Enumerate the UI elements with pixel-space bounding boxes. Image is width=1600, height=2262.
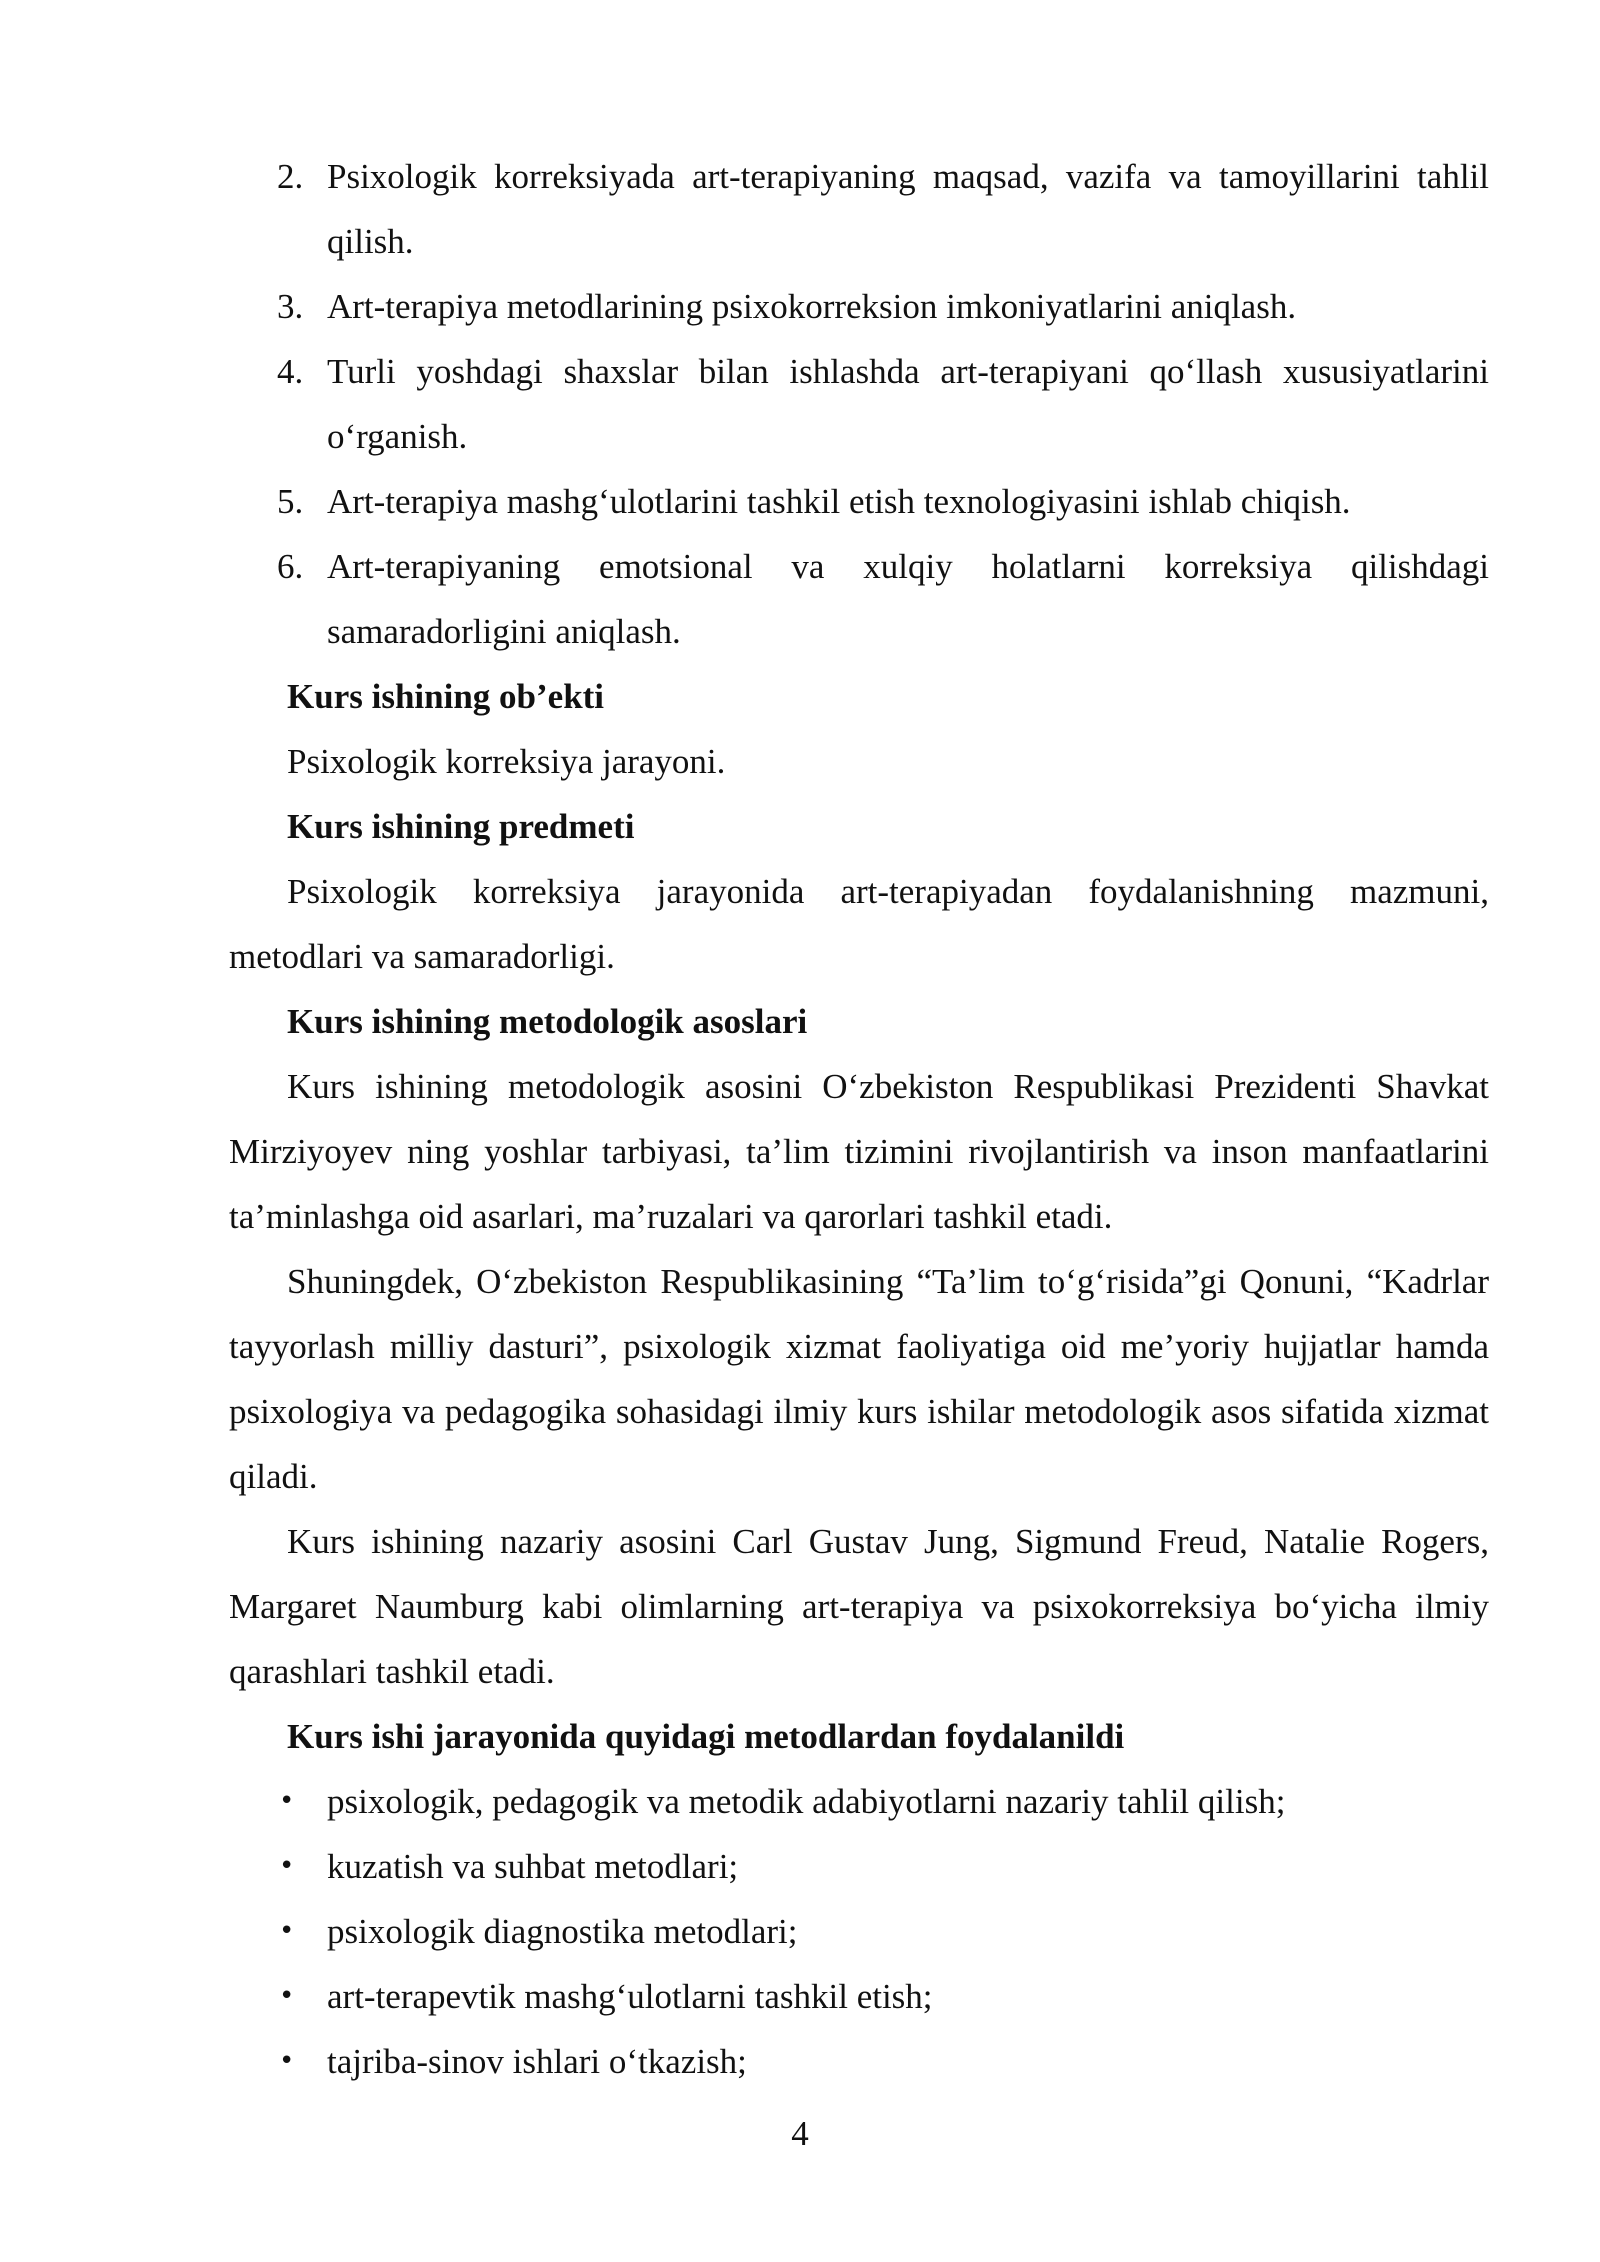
page-content: [229, 144, 1489, 2094]
objective-number: 2.: [277, 157, 304, 196]
object-heading: Kurs ishining ob’ekti: [287, 677, 605, 716]
method-text: tajriba-sinov ishlari o‘tkazish;: [327, 2042, 747, 2081]
method-text: psixologik, pedagogik va metodik adabiyotlarni nazariy tahlil qilish;: [327, 1782, 1286, 1821]
object-text: Psixologik korreksiya jarayoni.: [287, 742, 726, 781]
method-item: [229, 2029, 1489, 2094]
method-text: kuzatish va suhbat metodlari;: [327, 1847, 739, 1886]
method-item: [229, 1964, 1489, 2029]
methodology-heading: Kurs ishining metodologik asoslari: [287, 1002, 808, 1041]
objective-item: [229, 274, 1489, 339]
objective-text: Art-terapiya metodlarining psixokorreksion imkoniyatlarini aniqlash.: [327, 287, 1297, 326]
objective-number: 4.: [277, 352, 304, 391]
objective-item: [229, 469, 1489, 534]
bullet-icon: •: [279, 2046, 295, 2076]
methods-list: [229, 1769, 1489, 2094]
method-item: [229, 1769, 1489, 1834]
methodology-paragraph: Shuningdek, O‘zbekiston Respublikasining “Ta’lim to‘g‘risida”gi Qonuni, “Kadrlar tayyorlash milliy dasturi”, psixologik xizmat faoliyatiga oid me’yoriy hujjatlar hamda psixologiya va pedagogika sohasidagi ilmiy kurs ishilar metodologik asos sifatida xizmat qiladi.: [229, 1262, 1489, 1496]
page-number: 4: [791, 2114, 809, 2153]
method-item: [229, 1834, 1489, 1899]
objective-item: [229, 339, 1489, 469]
objective-item: [229, 534, 1489, 664]
method-text: psixologik diagnostika metodlari;: [327, 1912, 798, 1951]
subject-text: Psixologik korreksiya jarayonida art-terapiyadan foydalanishning mazmuni, metodlari va samaradorligi.: [229, 872, 1489, 976]
method-text: art-terapevtik mashg‘ulotlarni tashkil etish;: [327, 1977, 933, 2016]
subject-heading: Kurs ishining predmeti: [287, 807, 635, 846]
objective-text: Art-terapiyaning emotsional va xulqiy holatlarni korreksiya qilishdagi samaradorligini aniqlash.: [327, 547, 1489, 651]
objective-number: 5.: [277, 482, 304, 521]
objectives-list: [229, 144, 1489, 664]
objective-number: 6.: [277, 547, 304, 586]
objective-text: Art-terapiya mashg‘ulotlarini tashkil etish texnologiyasini ishlab chiqish.: [327, 482, 1351, 521]
bullet-icon: •: [279, 1916, 295, 1946]
objective-item: [229, 144, 1489, 274]
objective-text: Turli yoshdagi shaxslar bilan ishlashda art-terapiyani qo‘llash xususiyatlarini o‘rganish.: [327, 352, 1489, 456]
bullet-icon: •: [279, 1786, 295, 1816]
method-item: [229, 1899, 1489, 1964]
bullet-icon: •: [279, 1981, 295, 2011]
objective-text: Psixologik korreksiyada art-terapiyaning maqsad, vazifa va tamoyillarini tahlil qilish.: [327, 157, 1489, 261]
methodology-paragraph: Kurs ishining nazariy asosini Carl Gustav Jung, Sigmund Freud, Natalie Rogers, Margaret Naumburg kabi olimlarning art-terapiya va psixokorreksiya bo‘yicha ilmiy qarashlari tashkil etadi.: [229, 1522, 1489, 1691]
methods-heading: Kurs ishi jarayonida quyidagi metodlardan foydalanildi: [287, 1717, 1125, 1756]
bullet-icon: •: [279, 1851, 295, 1881]
methodology-paragraph: Kurs ishining metodologik asosini O‘zbekiston Respublikasi Prezidenti Shavkat Mirziyoyev ning yoshlar tarbiyasi, ta’lim tizimini rivojlantirish va inson manfaatlarini ta’minlashga oid asarlari, ma’ruzalari va qarorlari tashkil etadi.: [229, 1067, 1489, 1236]
objective-number: 3.: [277, 287, 304, 326]
